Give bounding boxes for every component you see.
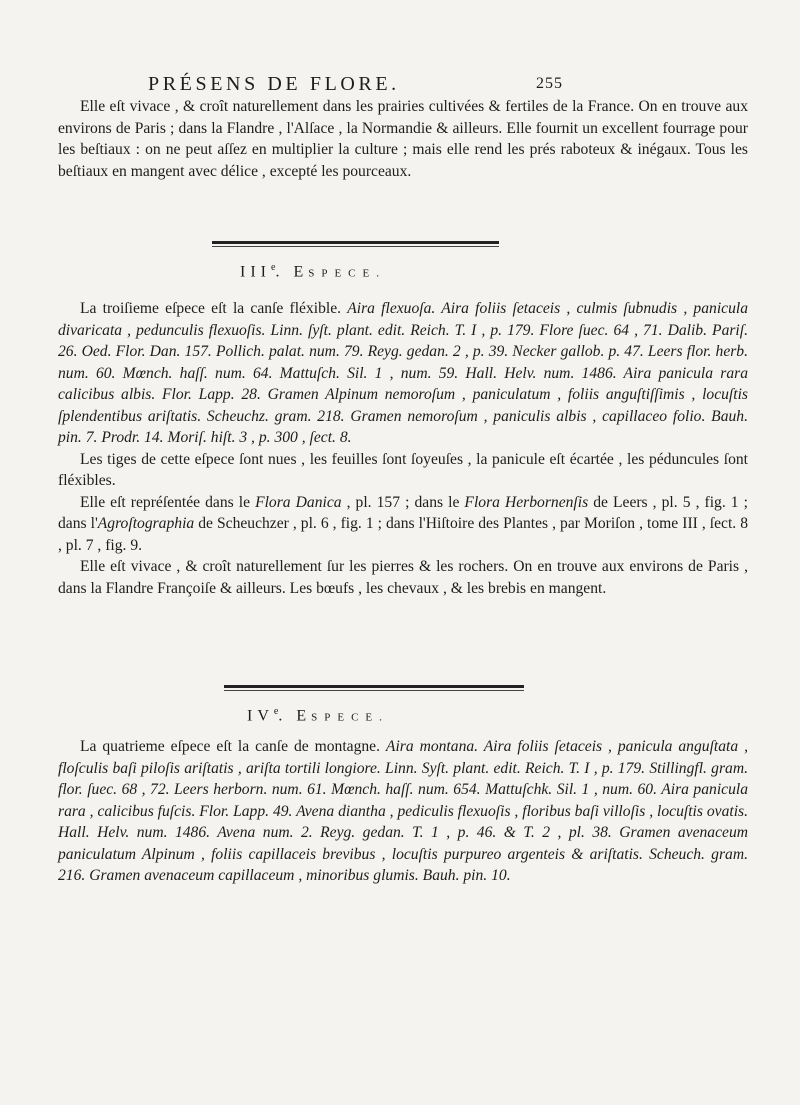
italic-title: Flora Herbornenſis bbox=[464, 493, 589, 511]
continued-paragraph-block bbox=[58, 96, 748, 182]
running-title: PRÉSENS DE FLORE. bbox=[148, 73, 400, 95]
heading-superscript: e bbox=[273, 706, 279, 717]
heading-number: III bbox=[240, 263, 271, 281]
section-divider bbox=[224, 685, 524, 691]
page-number: 255 bbox=[536, 75, 563, 92]
species-description bbox=[58, 298, 748, 449]
heading-word: SPECE. bbox=[311, 711, 389, 724]
intro-text: La troiſieme eſpece eſt la canſe fléxible. bbox=[80, 300, 348, 317]
heading-initial: E bbox=[296, 707, 312, 725]
text-run: , pl. 157 ; dans le bbox=[341, 493, 465, 511]
paragraph: Elle eſt vivace , & croît naturellement dans les prairies cultivées & fertiles de la France. On en trouve aux environs de Paris ; dans la Flandre , l'Alſace , la Normandie & ailleurs. Elle fournit un excellent fourrage pour les beſtiaux : on ne peut aſſez en multiplier la culture ; mais elle rend les prés raboteux & inégaux. Tous les beſtiaux en mangent avec délice , excepté les pourceaux. bbox=[58, 98, 748, 180]
heading-number: IV bbox=[247, 707, 274, 725]
paragraph-stems: Les tiges de cette eſpece ſont nues , les feuilles ſont ſoyeuſes , la panicule eſt écartée , les péduncules ſont fléxibles. bbox=[58, 450, 748, 489]
section-iv-text bbox=[58, 736, 748, 887]
latin-synonyms: Aira montana. Aira foliis ſetaceis , panicula anguſtata , floſculis baſi piloſis ariſtatis , ariſta tortili longiore. Linn. Syſt. plant. edit. Reich. T. I , p. 179. Stillingfl. gram. flor. ſuec. 68 , 72. Leers herborn. num. 61. Mœnch. haſſ. num. 654. Mattuſchk. Sil. 1 , num. 60. Aira panicula rara , calicibus fuſcis. Flor. Lapp. 49. Avena diantha , pediculis flexuoſis , floribus baſi villoſis , locuſtis ovatis. Hall. Helv. num. 1486. Avena num. 2. Reyg. gedan. T. 1 , p. 46. & T. 2 , pl. 38. Gramen avenaceum paniculatum Alpinum , foliis capillaceis brevibus , locuſtis purpureo argenteis & ariſtatis. Scheuch. gram. 216. Gramen avenaceum capillaceum , minoribus glumis. Bauh. pin. 10. bbox=[58, 738, 748, 884]
heading-word: SPECE. bbox=[308, 267, 386, 280]
section-iii-text bbox=[58, 298, 748, 599]
heading-initial: E bbox=[293, 263, 309, 281]
text-run: de Scheuchzer , pl. 6 , fig. 1 ; dans l'Hiſtoire des Plantes , par Moriſon , tome III , ſect. 8 , pl. 7 , fig. 9. bbox=[58, 515, 748, 554]
paragraph-illustrations bbox=[58, 492, 748, 557]
paragraph-habitat: Elle eſt vivace , & croît naturellement ſur les pierres & les rochers. On en trouve aux environs de Paris , dans la Flandre Françoiſe & ailleurs. Les bœufs , les chevaux , & les brebis en mangent. bbox=[58, 558, 748, 597]
italic-title: Flora Danica bbox=[255, 493, 342, 511]
section-heading-iii: IIIe. ESPECE. bbox=[240, 262, 386, 281]
species-description bbox=[58, 736, 748, 887]
italic-title: Agroſtographia bbox=[97, 515, 195, 532]
intro-text: La quatrieme eſpece eſt la canſe de montagne. bbox=[80, 738, 386, 755]
latin-synonyms: Aira flexuoſa. Aira foliis ſetaceis , culmis ſubnudis , panicula divaricata , pedunculis flexuoſis. Linn. ſyſt. plant. edit. Reich. T. I , p. 179. Flore ſuec. 64 , 71. Dalib. Pariſ. 26. Oed. Flor. Dan. 157. Pollich. palat. num. 79. Reyg. gedan. 2 , p. 39. Necker gallob. p. 47. Leers flor. herb. num. 60. Mœnch. haſſ. num. 64. Mattuſch. Sil. 1 , num. 59. Hall. Helv. num. 1486. Aira panicula rara calicibus albis. Flor. Lapp. 28. Gramen Alpinum nemoroſum , paniculatum , foliis anguſtiſſimis , locuſtis ſplendentibus ariſtatis. Scheuchz. gram. 218. Gramen nemoroſum , paniculis albis , capillaceo folio. Bauh. pin. 7. Prodr. 14. Moriſ. hiſt. 3 , p. 300 , ſect. 8. bbox=[58, 300, 748, 446]
text-run: de Leers , pl. 5 , fig. 1 ; dans l' bbox=[58, 493, 748, 532]
heading-superscript: e bbox=[270, 262, 276, 273]
text-run: Elle eſt repréſentée dans le bbox=[80, 493, 256, 511]
section-heading-iv: IVe. ESPECE. bbox=[247, 706, 389, 725]
section-divider bbox=[212, 241, 499, 247]
